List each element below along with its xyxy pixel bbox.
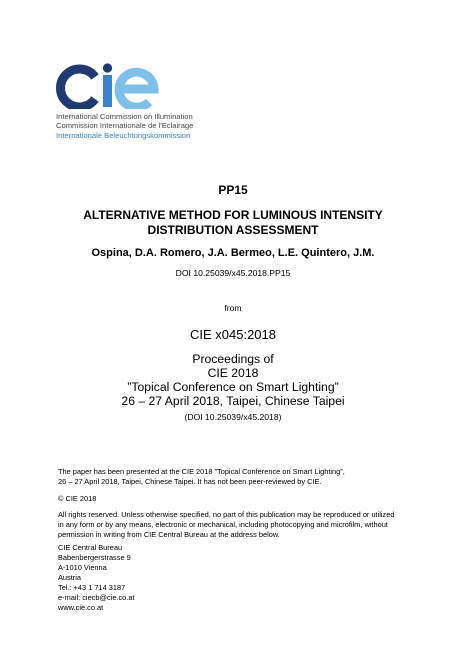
address-block (58, 543, 418, 613)
from-label: from (224, 303, 242, 313)
presentation-note-line2: 26 – 27 April 2018, Taipei, Chinese Taipei. It has not been peer-reviewed by CIE. (58, 477, 322, 486)
rights-line1: All rights reserved. Unless otherwise specified, no part of this publication may be reproduced or utilized (58, 510, 395, 519)
presentation-note (58, 467, 418, 487)
address-website: www.cie.co.at (58, 603, 104, 612)
logo-i-dot (103, 63, 112, 72)
logo-letter-e (119, 72, 154, 107)
rights-line2: in any form or by any means, electronic or mechanical, including photocopying and microfilm, without (58, 520, 388, 529)
address-line4: Austria (58, 573, 82, 582)
logo-letter-i (103, 75, 112, 107)
proceedings-line3: ”Topical Conference on Smart Lighting” (127, 380, 339, 394)
proceedings-line1: Proceedings of (192, 352, 274, 366)
paper-title (0, 208, 466, 238)
organisation-names (56, 112, 193, 140)
rights-statement (58, 510, 418, 540)
paper-title-line1: ALTERNATIVE METHOD FOR LUMINOUS INTENSITY (83, 208, 383, 222)
proceedings-id: CIE x045:2018 (189, 327, 276, 342)
copyright: © CIE 2018 (58, 494, 97, 503)
logo-letter-c (61, 69, 95, 107)
proceedings-line4: 26 – 27 April 2018, Taipei, Chinese Taipei (121, 394, 345, 408)
rights-line3: permission in writing from CIE Central Bureau at the address below. (58, 530, 280, 539)
address-line1: CIE Central Bureau (58, 543, 123, 552)
proceedings-line2: CIE 2018 (207, 366, 259, 380)
paper-doi: DOI 10.25039/x45.2018.PP15 (175, 268, 291, 278)
cie-logo (55, 63, 185, 109)
proceedings-info (0, 352, 466, 408)
organisation-name-fr: Commission Internationale de l'Eclairage (56, 121, 194, 131)
address-email: e-mail: ciecb@cie.co.at (58, 593, 135, 602)
address-phone: Tel.: +43 1 714 3187 (58, 583, 126, 592)
organisation-name-de: Internationale Beleuchtungskommission (56, 130, 191, 140)
paper-title-line2: DISTRIBUTION ASSESSMENT (147, 223, 319, 237)
proceedings-doi: (DOI 10.25039/x45.2018) (184, 412, 282, 422)
paper-code: PP15 (218, 183, 248, 197)
organisation-name-en: International Commission on Illumination (56, 112, 193, 121)
address-line2: Babenbergerstrasse 9 (58, 553, 131, 562)
presentation-note-line1: The paper has been presented at the CIE 2018 ”Topical Conference on Smart Lighting”, (58, 467, 345, 476)
address-line3: A-1010 Vienna (58, 563, 107, 572)
paper-authors: Ospina, D.A. Romero, J.A. Bermeo, L.E. Quintero, J.M. (91, 247, 375, 259)
